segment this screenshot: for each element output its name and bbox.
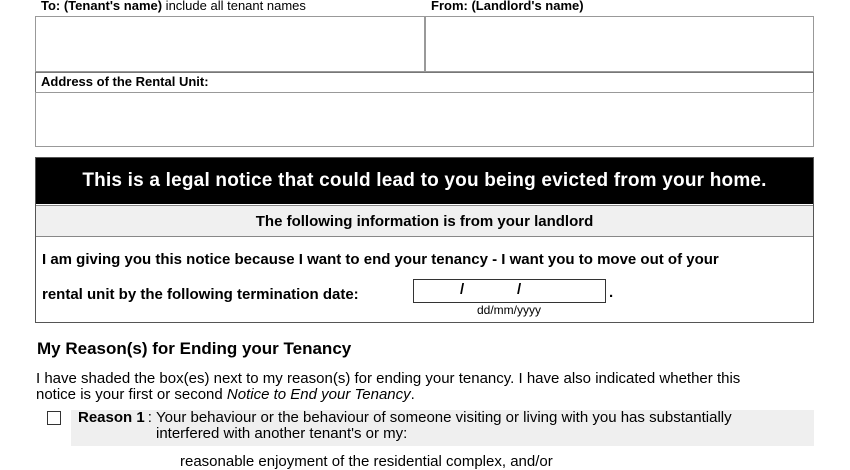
to-label-bold: To: (Tenant's name) [41, 0, 163, 13]
date-format-hint: dd/mm/yyyy [477, 303, 542, 317]
reason1-text-line2: interfered with another tenant's or my: [156, 425, 408, 442]
tenant-name-field[interactable] [35, 16, 425, 72]
termination-date-field[interactable] [413, 279, 606, 303]
to-label [41, 0, 306, 13]
reason1-text-line1: Your behaviour or the behaviour of someone visiting or living with you has substantially [156, 409, 732, 426]
legal-notice-banner: This is a legal notice that could lead to you being evicted from your home. [36, 158, 813, 204]
reason1-sub-item: reasonable enjoyment of the residential complex, and/or [180, 453, 553, 470]
reasons-intro-line1: I have shaded the box(es) next to my reason(s) for ending your tenancy. I have also indicated whether this [36, 370, 741, 387]
reason1-checkbox[interactable] [47, 411, 61, 425]
date-slash-1: / [460, 281, 465, 298]
rental-address-field[interactable] [35, 92, 814, 147]
intro-line2-italic: Notice to End your Tenancy [226, 386, 411, 403]
reasons-intro-line2 [36, 387, 415, 403]
landlord-info-subheader: The following information is from your landlord [36, 205, 813, 237]
reasons-heading: My Reason(s) for Ending your Tenancy [37, 339, 352, 358]
date-slash-2: / [517, 281, 522, 298]
reason1-colon: : [147, 409, 152, 426]
intro-line2-start: notice is your first or second [36, 386, 227, 403]
from-label: From: (Landlord's name) [431, 0, 584, 13]
landlord-name-field[interactable] [425, 16, 814, 72]
to-label-hint: include all tenant names [162, 0, 306, 13]
date-period: . [609, 284, 614, 301]
termination-statement-line1: I am giving you this notice because I want to end your tenancy - I want you to move out of your [42, 251, 719, 268]
address-label: Address of the Rental Unit: [41, 74, 209, 89]
termination-statement-line2: rental unit by the following termination date: [42, 286, 359, 303]
intro-line2-end: . [410, 386, 415, 403]
reason1-label: Reason 1 [78, 409, 145, 426]
reason1-title [78, 410, 152, 426]
